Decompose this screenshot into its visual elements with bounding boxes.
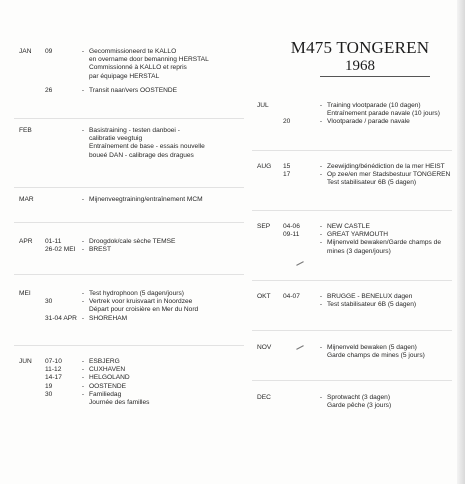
entry-row — [257, 223, 441, 231]
entry-dash: - — [319, 102, 323, 109]
entry-dash: - — [81, 374, 85, 382]
month-label: OKT — [257, 293, 271, 300]
entry-row — [19, 298, 198, 306]
entry-date — [283, 301, 315, 309]
entry-text: GREAT YARMOUTH — [327, 231, 389, 239]
entry-text: par équipage HERSTAL — [89, 72, 160, 80]
entry-row — [19, 143, 205, 151]
month-block-jun — [19, 358, 149, 407]
entry-text: Entraînement parade navale (10 jours) — [327, 110, 440, 118]
entry-date: 15 — [283, 163, 291, 170]
entry-row — [19, 73, 209, 81]
entry-row — [19, 383, 149, 391]
entry-dash: - — [81, 314, 85, 322]
entry-text: Journée des familles — [89, 399, 150, 407]
entry-date: 09 — [45, 48, 53, 55]
entry-text: Gecommissioneerd te KALLO — [89, 48, 177, 55]
month-block-mei — [19, 290, 198, 323]
entry-row — [19, 238, 175, 246]
entry-date — [45, 290, 77, 298]
month-label: MAR — [19, 196, 34, 203]
entry-text: Zeewijding/bénédiction de la mer HEIST — [327, 163, 445, 170]
entry-text: Sprotwacht (3 dagen) — [327, 394, 391, 401]
entry-date: 11-12 — [45, 366, 62, 374]
entry-dash: - — [319, 301, 323, 309]
entry-date: 20 — [283, 118, 291, 126]
entry-date: 14-17 — [45, 374, 62, 382]
month-label: AUG — [257, 163, 272, 170]
entry-row — [257, 118, 440, 126]
entry-dash: - — [319, 344, 323, 351]
entry-date: 01-11 — [45, 238, 62, 245]
entry-text: Vlootparade / parade navale — [327, 118, 410, 126]
entry-date — [283, 344, 315, 352]
entry-row — [257, 248, 441, 256]
entry-dash: - — [81, 127, 85, 134]
month-label: MEI — [19, 290, 31, 297]
month-label: DEC — [257, 394, 271, 401]
entry-dash: - — [319, 163, 323, 170]
entry-date: 04-06 — [283, 223, 300, 230]
section-divider — [252, 280, 452, 281]
entry-row — [257, 402, 391, 410]
entry-text: Transit naar/vers OOSTENDE — [89, 86, 178, 94]
entry-row — [19, 246, 175, 254]
entry-dash: - — [81, 246, 85, 254]
entry-text: calibratie veegtuig — [89, 135, 143, 143]
entry-dash: - — [81, 298, 85, 306]
section-divider — [252, 210, 452, 211]
entry-text: OOSTENDE — [89, 382, 127, 390]
entry-date — [45, 127, 77, 135]
entry-dash: - — [81, 382, 85, 390]
entry-text: Mijnenveegtraining/entraînement MCM — [89, 196, 203, 203]
entry-text: Droogdok/cale sèche TEMSE — [89, 238, 176, 245]
title-underline — [320, 76, 430, 77]
entry-row — [19, 358, 149, 366]
entry-dash: - — [81, 290, 85, 297]
entry-text: HELGOLAND — [89, 374, 130, 382]
month-label: JUL — [257, 102, 269, 109]
entry-row — [257, 231, 441, 239]
entry-row — [19, 135, 205, 143]
entry-date: 19 — [45, 382, 53, 390]
entry-date: 26-02 MEI — [45, 246, 76, 254]
entry-row — [257, 344, 425, 352]
entry-row — [19, 127, 205, 135]
section-divider — [14, 187, 244, 188]
year-heading: 1968 — [345, 58, 375, 74]
entry-text: Commissionné à KALLO et repris — [89, 64, 187, 72]
month-block-feb — [19, 127, 205, 160]
entry-date: 17 — [283, 171, 291, 179]
entry-date: 30 — [45, 390, 53, 398]
entry-text: Départ pour croisière en Mer du Nord — [89, 306, 199, 314]
month-block-mar — [19, 196, 203, 204]
entry-row — [257, 102, 440, 110]
entry-row — [257, 179, 450, 187]
entry-date: 30 — [45, 298, 53, 306]
section-divider — [252, 150, 452, 151]
entry-row — [257, 301, 416, 309]
entry-text: Mijnenveld bewaken (5 dagen) — [327, 344, 417, 351]
entry-row — [19, 87, 209, 95]
entry-row — [19, 374, 149, 382]
entry-row — [257, 110, 440, 118]
section-divider — [14, 345, 244, 346]
section-divider — [252, 380, 452, 381]
entry-row — [19, 48, 209, 56]
entry-dash: - — [81, 358, 85, 365]
month-block-aug — [257, 163, 450, 188]
entry-text: Familiedag — [89, 390, 122, 398]
entry-dash: - — [319, 118, 323, 126]
month-label: SEP — [257, 223, 271, 230]
entry-row — [19, 366, 149, 374]
entry-text: mines (3 dagen/jours) — [327, 247, 391, 255]
month-block-okt — [257, 293, 416, 309]
section-divider — [14, 222, 244, 223]
entry-dash: - — [319, 171, 323, 179]
entry-text: en overname door bemanning HERSTAL — [89, 56, 209, 64]
entry-text: NEW CASTLE — [327, 223, 370, 230]
entry-dash: - — [81, 238, 85, 245]
entry-text: BRUGGE - BENELUX dagen — [327, 293, 413, 300]
month-block-sep — [257, 223, 441, 256]
month-block-jul — [257, 102, 440, 127]
entry-text: Test stabilisateur 6B (5 dagen) — [327, 301, 417, 309]
entry-dash: - — [319, 293, 323, 300]
entry-row — [257, 394, 391, 402]
entry-date: 09-11 — [283, 231, 300, 239]
entry-dash: - — [81, 390, 85, 398]
entry-row — [19, 315, 198, 323]
month-block-apr — [19, 238, 175, 254]
entry-row — [257, 163, 450, 171]
entry-row — [19, 64, 209, 72]
entry-text: Basistraining - testen danboei - — [89, 127, 180, 134]
entry-row — [19, 391, 149, 399]
entry-dash: - — [81, 366, 85, 374]
pen-mark — [296, 261, 304, 266]
month-label: JAN — [19, 48, 32, 55]
entry-row — [19, 152, 205, 160]
section-divider — [14, 118, 244, 119]
entry-row — [19, 399, 149, 407]
month-label: FEB — [19, 127, 32, 134]
page-edge-shadow — [457, 0, 465, 484]
ship-title: M475 TONGEREN — [290, 38, 430, 57]
entry-date: 04-07 — [283, 293, 300, 300]
entry-text: ESBJERG — [89, 358, 120, 365]
entry-row — [257, 352, 425, 360]
entry-date — [283, 239, 315, 247]
entry-dash: - — [81, 48, 85, 55]
entry-text: Garde champs de mines (5 jours) — [327, 352, 425, 360]
entry-row — [257, 239, 441, 247]
entry-dash: - — [319, 394, 323, 401]
entry-text: Entraînement de base - essais nouvelle — [89, 143, 205, 151]
entry-date — [45, 196, 77, 204]
entry-date: 31-04 APR — [45, 314, 77, 322]
entry-text: Test stabilisateur 6B (5 dagen) — [327, 179, 417, 187]
entry-row — [19, 56, 209, 64]
month-label: APR — [19, 238, 33, 245]
entry-date: 26 — [45, 86, 53, 94]
month-block-dec — [257, 394, 391, 410]
month-label: NOV — [257, 344, 272, 351]
entry-date — [283, 394, 315, 402]
entry-text: BREST — [89, 246, 111, 254]
entry-date: 07-10 — [45, 358, 62, 365]
entry-row — [257, 293, 416, 301]
entry-row — [19, 306, 198, 314]
entry-text: Training vlootparade (10 dagen) — [327, 102, 421, 109]
entry-text: Mijnenveld bewaken/Garde champs de — [327, 239, 441, 247]
entry-row — [19, 290, 198, 298]
entry-text: Garde pêche (3 jours) — [327, 402, 392, 410]
entry-date — [283, 102, 315, 110]
entry-text: Test hydrophoon (5 dagen/jours) — [89, 290, 184, 297]
entry-text: CUXHAVEN — [89, 366, 126, 374]
entry-text: Vertrek voor kruisvaart in Noordzee — [89, 298, 193, 306]
entry-row — [19, 196, 203, 204]
entry-dash: - — [81, 86, 85, 94]
entry-row — [257, 171, 450, 179]
entry-text: Op zee/en mer Stadsbestuur TONGEREN — [327, 171, 451, 179]
month-block-nov — [257, 344, 425, 360]
entry-dash: - — [81, 196, 85, 203]
month-block-jan — [19, 48, 209, 95]
section-divider — [252, 330, 452, 331]
entry-dash: - — [319, 231, 323, 239]
entry-dash: - — [319, 223, 323, 230]
section-divider — [14, 274, 244, 275]
entry-text: boueé DAN - calibrage des dragues — [89, 151, 194, 159]
entry-dash: - — [319, 239, 323, 247]
month-label: JUN — [19, 358, 32, 365]
entry-text: SHOREHAM — [89, 314, 128, 322]
